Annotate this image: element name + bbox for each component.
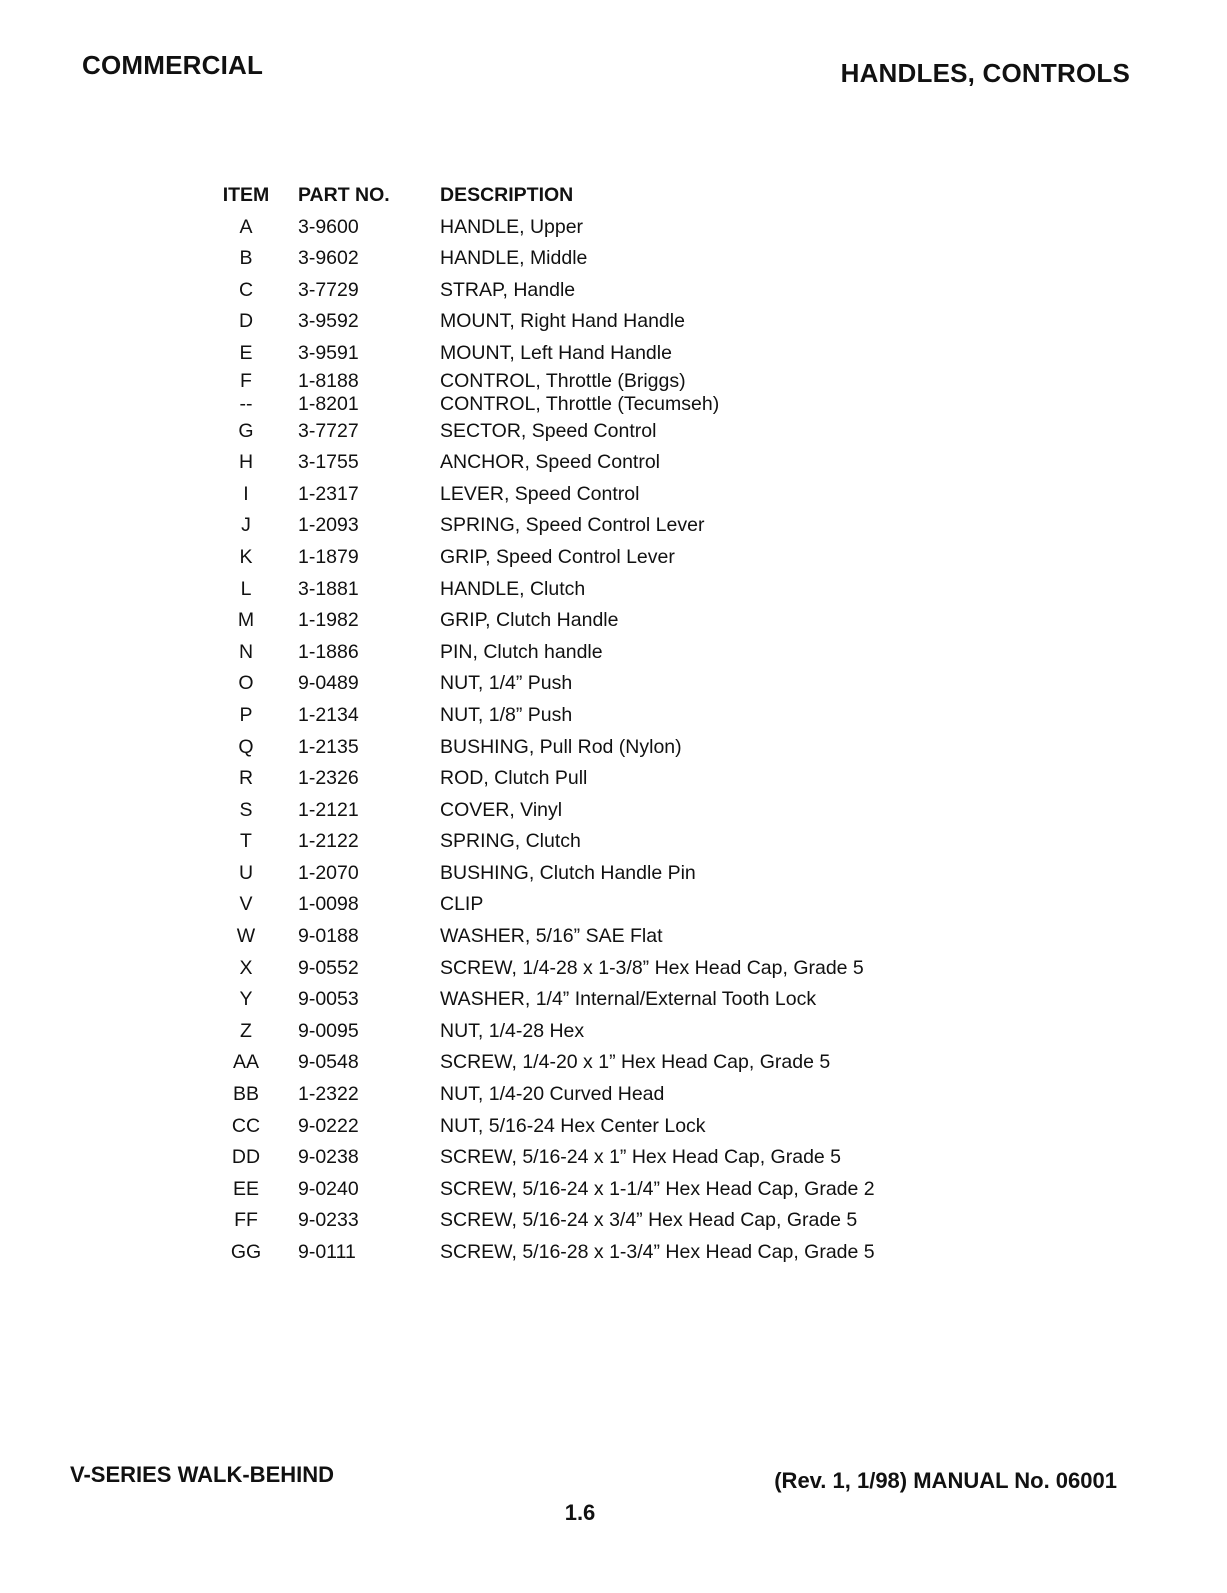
item-letter: FF bbox=[234, 1209, 258, 1232]
part-description: COVER, Vinyl bbox=[440, 798, 563, 821]
item-letter: T bbox=[240, 830, 252, 853]
part-number: 1-2134 bbox=[298, 703, 359, 726]
item-letter: Q bbox=[238, 735, 254, 758]
item-letter: U bbox=[238, 861, 254, 884]
item-letter: EE bbox=[232, 1177, 259, 1200]
header-page-title: HANDLES, CONTROLS bbox=[840, 58, 1130, 88]
part-description: WASHER, 1/4” Internal/External Tooth Lock bbox=[440, 988, 817, 1011]
part-description: SCREW, 5/16-24 x 1-1/4” Hex Head Cap, Grade 2 bbox=[440, 1177, 875, 1200]
part-description: NUT, 1/4” Push bbox=[440, 672, 573, 695]
item-letter: P bbox=[239, 703, 253, 726]
part-number: 1-2070 bbox=[298, 861, 359, 884]
part-number: 9-0489 bbox=[298, 672, 359, 695]
item-letter: I bbox=[243, 482, 249, 505]
item-letter: J bbox=[241, 514, 251, 537]
item-letter: N bbox=[238, 640, 254, 663]
item-letter: GG bbox=[230, 1241, 262, 1263]
item-letter: D bbox=[238, 310, 254, 333]
part-number: 9-0240 bbox=[298, 1177, 359, 1200]
part-description: WASHER, 5/16” SAE Flat bbox=[440, 925, 663, 948]
part-description: GRIP, Clutch Handle bbox=[440, 609, 619, 632]
part-description: SPRING, Speed Control Lever bbox=[440, 514, 705, 537]
part-description: SCREW, 1/4-28 x 1-3/8” Hex Head Cap, Grade 5 bbox=[440, 956, 864, 979]
item-letter: X bbox=[239, 956, 253, 979]
part-number: 3-9592 bbox=[298, 310, 359, 333]
part-description: SCREW, 5/16-24 x 3/4” Hex Head Cap, Grade 5 bbox=[440, 1209, 858, 1232]
part-description: ANCHOR, Speed Control bbox=[440, 451, 661, 474]
part-description: HANDLE, Upper bbox=[440, 215, 584, 238]
part-number: 1-1982 bbox=[298, 609, 359, 632]
item-letter: R bbox=[238, 767, 254, 790]
part-description: CONTROL, Throttle (Briggs) bbox=[440, 369, 686, 392]
part-number: 3-1755 bbox=[298, 451, 359, 474]
part-number: 1-2121 bbox=[298, 798, 359, 821]
part-number: 1-2122 bbox=[298, 830, 359, 853]
part-description: NUT, 1/4-20 Curved Head bbox=[440, 1083, 665, 1106]
part-number: 1-2326 bbox=[298, 767, 359, 790]
item-letter: M bbox=[237, 609, 255, 632]
item-letter: B bbox=[239, 247, 253, 270]
column-header-part-no: PART NO. bbox=[298, 184, 390, 206]
part-description: HANDLE, Clutch bbox=[440, 577, 586, 600]
item-letter: Y bbox=[239, 988, 253, 1011]
part-description: SCREW, 1/4-20 x 1” Hex Head Cap, Grade 5 bbox=[440, 1051, 831, 1074]
part-description: BUSHING, Clutch Handle Pin bbox=[440, 861, 696, 884]
item-letter: C bbox=[238, 278, 254, 301]
part-number: 1-2317 bbox=[298, 482, 359, 505]
footer-product-line: V-SERIES WALK-BEHIND bbox=[70, 1462, 335, 1487]
part-number: 3-9600 bbox=[298, 215, 359, 238]
item-letter: V bbox=[239, 893, 253, 916]
part-number: 9-0222 bbox=[298, 1114, 359, 1137]
part-description: BUSHING, Pull Rod (Nylon) bbox=[440, 735, 682, 758]
part-number: 9-0188 bbox=[298, 925, 359, 948]
part-description: SPRING, Clutch bbox=[440, 830, 581, 853]
part-number: 9-0233 bbox=[298, 1209, 359, 1232]
item-letter: F bbox=[240, 369, 252, 392]
part-number: 1-8188 bbox=[298, 369, 359, 392]
part-number: 1-1879 bbox=[298, 545, 359, 568]
part-number: 1-2093 bbox=[298, 514, 359, 537]
part-number: 9-0111 bbox=[298, 1241, 356, 1263]
part-description: CLIP bbox=[440, 893, 484, 916]
part-number: 9-0238 bbox=[298, 1146, 359, 1169]
part-number: 9-0552 bbox=[298, 956, 359, 979]
header-section-label: COMMERCIAL bbox=[82, 50, 264, 80]
part-description: CONTROL, Throttle (Tecumseh) bbox=[440, 392, 720, 415]
item-letter: L bbox=[240, 577, 252, 600]
item-letter: O bbox=[238, 672, 254, 695]
part-number: 9-0095 bbox=[298, 1019, 359, 1042]
item-letter: BB bbox=[232, 1083, 259, 1106]
part-description: ROD, Clutch Pull bbox=[440, 767, 588, 790]
part-description: MOUNT, Left Hand Handle bbox=[440, 341, 672, 364]
part-number: 3-9602 bbox=[298, 247, 359, 270]
item-letter: CC bbox=[231, 1114, 261, 1137]
part-number: 9-0548 bbox=[298, 1051, 359, 1074]
part-number: 3-7729 bbox=[298, 278, 359, 301]
part-description: HANDLE, Middle bbox=[440, 247, 588, 270]
item-letter: H bbox=[238, 451, 254, 474]
part-number: 1-1886 bbox=[298, 640, 359, 663]
item-letter: E bbox=[239, 341, 253, 364]
column-header-item: ITEM bbox=[222, 184, 270, 206]
part-description: SCREW, 5/16-28 x 1-3/4” Hex Head Cap, Grade 5 bbox=[440, 1241, 875, 1263]
item-letter: Z bbox=[240, 1019, 252, 1042]
part-description: SECTOR, Speed Control bbox=[440, 419, 657, 442]
part-description: GRIP, Speed Control Lever bbox=[440, 545, 675, 568]
part-description: SCREW, 5/16-24 x 1” Hex Head Cap, Grade 5 bbox=[440, 1146, 842, 1169]
part-description: MOUNT, Right Hand Handle bbox=[440, 310, 685, 333]
part-description: PIN, Clutch handle bbox=[440, 640, 603, 663]
column-header-description: DESCRIPTION bbox=[440, 184, 574, 206]
part-number: 1-2322 bbox=[298, 1083, 359, 1106]
item-letter: W bbox=[236, 925, 256, 948]
item-letter: K bbox=[239, 545, 253, 568]
item-letter: AA bbox=[232, 1051, 259, 1074]
page-number: 1.6 bbox=[564, 1500, 596, 1525]
part-description: NUT, 1/4-28 Hex bbox=[440, 1019, 585, 1042]
item-letter: S bbox=[239, 798, 253, 821]
part-description: STRAP, Handle bbox=[440, 278, 576, 301]
part-description: NUT, 1/8” Push bbox=[440, 703, 573, 726]
item-letter: A bbox=[239, 215, 253, 238]
item-letter: DD bbox=[231, 1146, 261, 1169]
part-description: LEVER, Speed Control bbox=[440, 482, 640, 505]
item-letter: -- bbox=[239, 392, 253, 415]
part-number: 3-7727 bbox=[298, 419, 359, 442]
part-number: 3-1881 bbox=[298, 577, 359, 600]
part-number: 1-2135 bbox=[298, 735, 359, 758]
part-number: 1-0098 bbox=[298, 893, 359, 916]
part-number: 3-9591 bbox=[298, 341, 359, 364]
footer-manual-number: (Rev. 1, 1/98) MANUAL No. 06001 bbox=[774, 1468, 1117, 1493]
part-description: NUT, 5/16-24 Hex Center Lock bbox=[440, 1114, 706, 1137]
part-number: 9-0053 bbox=[298, 988, 359, 1011]
item-letter: G bbox=[238, 419, 254, 442]
part-number: 1-8201 bbox=[298, 392, 359, 415]
